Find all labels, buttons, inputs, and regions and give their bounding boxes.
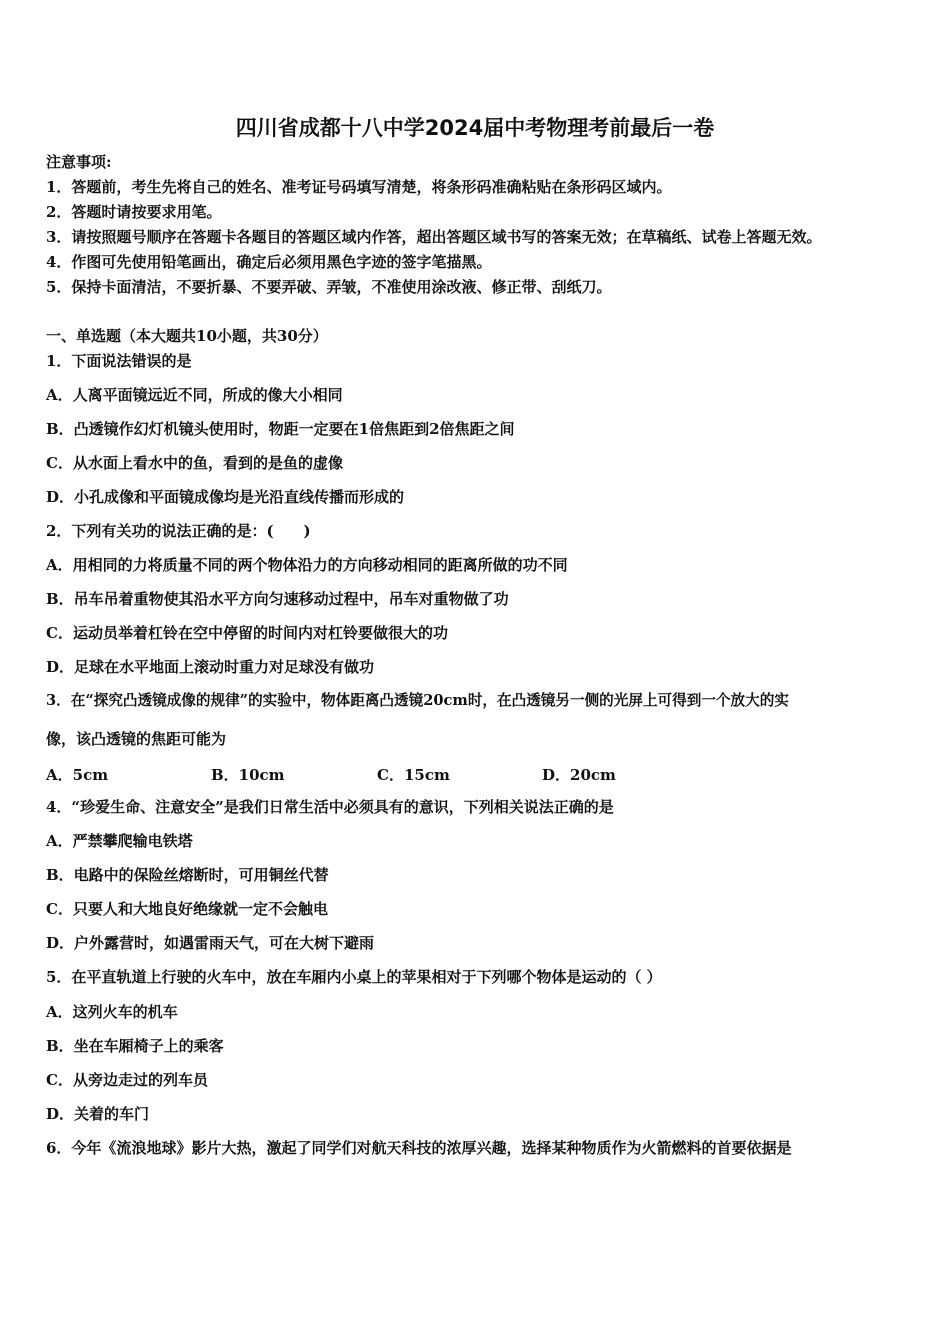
note-item: 1．答题前，考生先将自己的姓名、准考证号码填写清楚，将条形码准确粘贴在条形码区域内。 [46,178,672,196]
question-5-option-d: D．关着的车门 [46,1105,150,1123]
question-2-option-d: D．足球在水平地面上滚动时重力对足球没有做功 [46,658,375,676]
note-item: 4．作图可先使用铅笔画出，确定后必须用黑色字迹的签字笔描黑。 [46,253,492,271]
question-1-option-c: C．从水面上看水中的鱼，看到的是鱼的虚像 [46,454,343,472]
question-3-stem-line1: 3．在“探究凸透镜成像的规律”的实验中，物体距离凸透镜20cm时，在凸透镜另一侧的光屏上可得到一个放大的实 [46,692,789,709]
question-4-option-c: C．只要人和大地良好绝缘就一定不会触电 [46,900,328,918]
question-5-option-b: B．坐在车厢椅子上的乘客 [46,1037,224,1055]
question-4-option-d: D．户外露营时，如遇雷雨天气，可在大树下避雨 [46,934,375,952]
question-5-option-a: A．这列火车的机车 [46,1003,178,1021]
question-1-stem: 1．下面说法错误的是 [46,352,192,370]
question-2-option-c: C．运动员举着杠铃在空中停留的时间内对杠铃要做很大的功 [46,624,448,642]
notes-heading: 注意事项: [46,153,112,171]
question-6-stem: 6．今年《流浪地球》影片大热，激起了同学们对航天科技的浓厚兴趣，选择某种物质作为火箭燃料的首要依据是 [46,1139,792,1157]
question-5-stem: 5．在平直轨道上行驶的火车中，放在车厢内小桌上的苹果相对于下列哪个物体是运动的（ ） [46,968,662,986]
section-heading: 一、单选题（本大题共10小题，共30分） [46,327,328,345]
note-item: 5．保持卡面清洁，不要折暴、不要弄破、弄皱，不准使用涂改液、修正带、刮纸刀。 [46,278,612,296]
question-2-option-a: A．用相同的力将质量不同的两个物体沿力的方向移动相同的距离所做的功不同 [46,556,568,574]
page-title: 四川省成都十八中学2024届中考物理考前最后一卷 [235,116,715,140]
question-4-option-b: B．电路中的保险丝熔断时，可用铜丝代替 [46,866,329,884]
question-1-option-b: B．凸透镜作幻灯机镜头使用时，物距一定要在1倍焦距到2倍焦距之间 [46,420,515,438]
question-3-option-c: C．15cm [377,766,450,784]
question-4-stem: 4．“珍爱生命、注意安全”是我们日常生活中必须具有的意识，下列相关说法正确的是 [46,798,614,816]
question-5-option-c: C．从旁边走过的列车员 [46,1071,208,1089]
question-3-option-d: D．20cm [542,766,616,784]
note-item: 3．请按照题号顺序在答题卡各题目的答题区域内作答，超出答题区域书写的答案无效；在草稿纸、试卷上答题无效。 [46,228,822,246]
question-3-stem-line2: 像，该凸透镜的焦距可能为 [46,730,227,748]
question-2-stem: 2．下列有关功的说法正确的是：( ) [46,522,311,540]
note-item: 2．答题时请按要求用笔。 [46,203,222,221]
question-1-option-d: D．小孔成像和平面镜成像均是光沿直线传播而形成的 [46,488,405,506]
question-1-option-a: A．人离平面镜远近不同，所成的像大小相同 [46,386,343,404]
question-2-option-b: B．吊车吊着重物使其沿水平方向匀速移动过程中，吊车对重物做了功 [46,590,509,608]
question-3-option-b: B．10cm [211,766,285,784]
question-3-option-a: A．5cm [46,766,109,784]
question-4-option-a: A．严禁攀爬输电铁塔 [46,832,193,850]
